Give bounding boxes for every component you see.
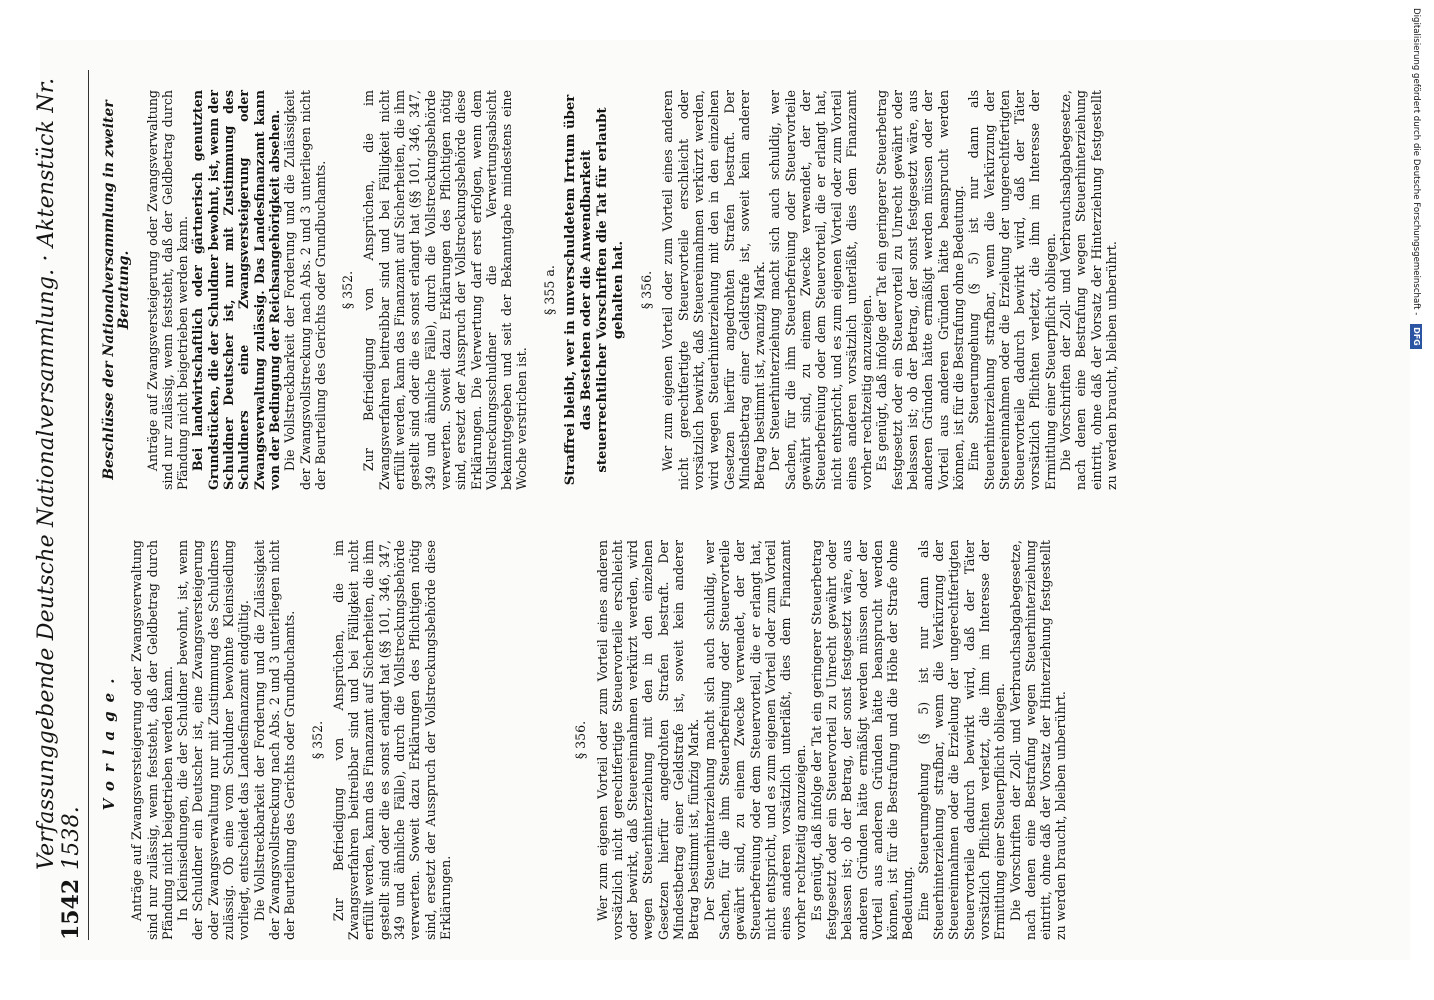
document-page <box>34 40 1410 960</box>
left-column-vorlage <box>102 540 1069 940</box>
paragraph: Die Vollstreckbarkeit der Forderung und die Zulässigkeit der Zwangsvollstreckung nach Abs. 2 und 3 unterliegen nicht der Beurteilung des Gerichts oder Grundbuchamts. <box>282 90 328 490</box>
page-number: 1542 <box>58 878 84 940</box>
dfg-logo: DFG <box>1410 324 1422 349</box>
paragraph: Die Vorschriften der Zoll- und Verbrauchsabgabegesetze, nach denen eine Bestrafung wegen Steuerhinterziehung eintritt, ohne daß der Vorsatz der Hinterziehung festgestellt zu werden braucht, bleiben unberührt. <box>1058 90 1119 490</box>
right-column-beschluesse <box>102 90 1119 490</box>
paragraph: Der Steuerhinterziehung macht sich auch schuldig, wer Sachen, für die ihm Steuerbefreiung oder Steuervorteile gewährt sind, zu einem Zwecke verwendet, der der Steuerbefreiung oder dem Steuervorteil, die er erlangt hat, nicht entspricht, und es zum eigenen Vorteil oder zum Vorteil eines anderen vorsätzlich unterläßt, dies dem Finanzamt vorher rechtzeitig anzuzeigen. <box>767 90 875 490</box>
paragraph: Zur Befriedigung von Ansprüchen, die im Zwangsverfahren beitreibbar sind und bei Fälligkeit nicht erfüllt werden, kann das Finanzamt auf Sicherheiten, die ihm gestellt sind oder die es sonst erlangt hat (§§ 101, 346, 347, 349 und ähnliche Fälle), durch die Vollstreckungsbehörde verwerten. Soweit dazu Erklärungen des Pflichtigen nötig sind, ersetzt der Ausspruch der Vollstreckungsbehörde diese Erklärungen. <box>330 540 453 940</box>
paragraph: Bei landwirtschaftlich oder gärtnerisch genutzten Grundstücken, die der Schuldner bewohnt, ist, wenn der Schuldner Deutscher ist, nur mit Zustimmung des Schuldners eine Zwangsversteigerung oder Zwangsverwaltung zulässig. Das Landesfinanzamt kann von der Bedingung der Reichsangehörigkeit absehen. <box>190 89 282 490</box>
page-header <box>34 70 89 940</box>
right-column-heading: Beschlüsse der Nationalversammlung in zweiter Beratung. <box>101 100 133 480</box>
bold-paragraph: Straffrei bleibt, wer in unverschuldetem Irrtum über das Bestehen oder die Anwendbarkeit steuerrechtlicher Vorschriften die Tat für erlaubt gehalten hat. <box>563 94 627 486</box>
left-column-heading: Vorlage. <box>100 669 118 811</box>
paragraph: Eine Steuerumgehung (§ 5) ist nur dann als Steuerhinterziehung strafbar, wenn die Verkürzung der Steuereinnahmen oder die Erzielung der ungerechtfertigten Steuervorteile dadurch bewirkt wird, daß der Täter vorsätzlich Pflichten verletzt, die ihm im Interesse der Ermittlung einer Steuerpflicht obliegen. <box>915 540 1008 940</box>
paragraph: Zur Befriedigung von Ansprüchen, die im Zwangsverfahren beitreibbar sind und bei Fälligkeit nicht erfüllt werden, kann das Finanzamt auf Sicherheiten, die ihm gestellt sind oder die es sonst erlangt hat (§§ 101, 346, 347, 349 und ähnliche Fälle), durch die Vollstreckungsbehörde verwerten. Soweit dazu Erklärungen des Pflichtigen nötig sind, ersetzt der Ausspruch der Vollstreckungsbehörde diese Erklärungen. Die Verwertung darf erst erfolgen, wenn dem Vollstreckungsschuldner die Verwertungsabsicht bekanntgegeben und seit der Bekanntgabe mindestens eine Woche verstrichen ist. <box>361 90 530 490</box>
section-heading: § 356. <box>639 270 655 310</box>
paragraph: Es genügt, daß infolge der Tat ein geringerer Steuerbetrag festgesetzt oder ein Steuervorteil zu Unrecht gewährt oder belassen ist; ob der Betrag, der sonst festgesetzt wäre, aus anderen Gründen hätte ermäßigt werden müssen oder der Vorteil aus anderen Gründen hätte beansprucht werden können, ist für die Bestrafung ohne Bedeutung. <box>874 90 966 490</box>
section-heading: § 352. <box>309 720 325 760</box>
paragraph: Eine Steuerumgehung (§ 5) ist nur dann als Steuerhinterziehung strafbar, wenn die Verkürzung der Steuereinnahmen oder die Erzielung der ungerechtfertigten Steuervorteile dadurch bewirkt wird, daß der Täter vorsätzlich Pflichten verletzt, die ihm im Interesse der Ermittlung einer Steuerpflicht obliegen. <box>966 90 1058 490</box>
section-heading: § 356. <box>573 720 589 760</box>
paragraph: Der Steuerhinterziehung macht sich auch schuldig, wer Sachen, für die ihm Steuerbefreiung oder Steuervorteile gewährt sind, zu einem Zwecke verwendet, der der Steuerbefreiung oder dem Steuervorteil, die er erlangt hat, nicht entspricht, und es zum eigenen Vorteil oder zum Vorteil eines anderen vorsätzlich unterläßt, dies dem Finanzamt vorher rechtzeitig anzuzeigen. <box>701 540 809 940</box>
section-heading: § 355 a. <box>541 265 557 315</box>
section-heading: § 352. <box>340 270 356 310</box>
paragraph: Die Vollstreckbarkeit der Forderung und die Zulässigkeit der Zwangsvollstreckung nach Abs. 2 und 3 unterliegen nicht der Beurteilung des Gerichts oder Grundbuchamts. <box>251 540 298 940</box>
paragraph: Wer zum eigenen Vorteil oder zum Vorteil eines anderen nicht gerechtfertigte Steuervorteile erschleicht oder vorsätzlich bewirkt, daß Steuereinnahmen verkürzt werden, wird wegen Steuerhinterziehung mit den in den einzelnen Gesetzen hierfür angedrohten Strafen bestraft. Der Mindestbetrag einer Geldstrafe ist, soweit kein anderer Betrag bestimmt ist, zwanzig Mark. <box>660 90 768 490</box>
credit-text: Digitalisierung gefördert durch die Deutsche Forschungsgemeinschaft - <box>1411 8 1421 316</box>
paragraph: Anträge auf Zwangsversteigerung oder Zwangsverwaltung sind nur zulässig, wenn feststeht, daß der Geldbetrag durch Pfändung nicht beigetrieben werden kann. <box>129 540 175 940</box>
digitization-credit <box>1410 8 1422 988</box>
paragraph: Anträge auf Zwangsversteigerung oder Zwangsverwaltung sind nur zulässig, wenn feststeht, daß der Geldbetrag durch Pfändung nicht beigetrieben werden kann. <box>144 90 191 490</box>
paragraph: Die Vorschriften der Zoll- und Verbrauchsabgabegesetze, nach denen eine Bestrafung wegen Steuerhinterziehung eintritt, ohne daß der Vorsatz der Hinterziehung festgestellt zu werden braucht, bleiben unberührt. <box>1007 540 1069 940</box>
paragraph: Wer zum eigenen Vorteil oder zum Vorteil eines anderen vorsätzlich nicht gerechtfertigte Steuervorteile erschleicht oder bewirkt, daß Steuereinnahmen verkürzt werden, wird wegen Steuerhinterziehung mit den in den einzelnen Gesetzen hierfür angedrohten Strafen bestraft. Der Mindestbetrag einer Geldstrafe ist, soweit kein anderer Betrag bestimmt ist, fünfzig Mark. <box>594 540 702 940</box>
paragraph: In Kleinsiedlungen, die der Schuldner bewohnt, ist, wenn der Schuldner ein Deutscher ist, eine Zwangsversteigerung oder Zwangsverwaltung nur mit Zustimmung des Schuldners zulässig. Ob eine vom Schuldner bewohnte Kleinsiedlung vorliegt, entscheidet das Landesfinanzamt endgültig. <box>175 540 252 940</box>
paragraph: Es genügt, daß infolge der Tat ein geringerer Steuerbetrag festgesetzt oder ein Steuervorteil zu Unrecht gewährt oder belassen ist; ob der Betrag, der sonst festgesetzt wäre, aus anderen Gründen hätte ermäßigt werden müssen oder der Vorteil aus anderen Gründen hätte beansprucht werden können, ist für die Bestrafung und die Höhe der Strafe ohne Bedeutung. <box>808 540 916 940</box>
page-title: Verfassunggebende Deutsche Nationalversammlung. · Aktenstück Nr. 1538. <box>34 77 84 870</box>
